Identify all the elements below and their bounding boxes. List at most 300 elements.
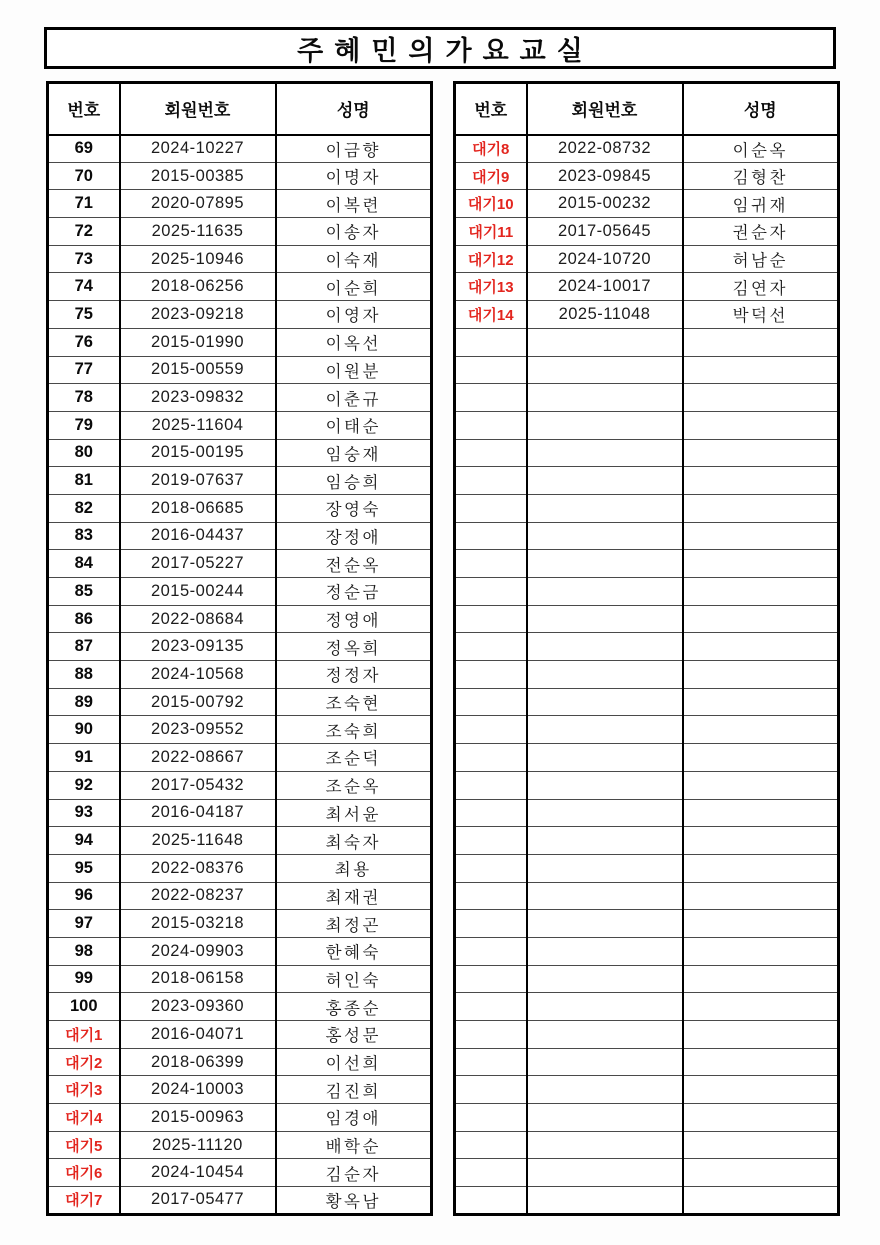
member-name-cell: 최정곤	[276, 910, 432, 938]
member-id-cell: 2017-05645	[527, 218, 683, 246]
empty-cell	[455, 384, 527, 412]
empty-cell	[683, 439, 839, 467]
empty-table-row	[455, 882, 839, 910]
member-name-cell: 김연자	[683, 273, 839, 301]
empty-cell	[455, 744, 527, 772]
table-row	[48, 605, 432, 633]
row-number-cell: 92	[48, 771, 120, 799]
empty-table-row	[455, 688, 839, 716]
row-number-cell: 86	[48, 605, 120, 633]
row-number-cell: 85	[48, 578, 120, 606]
empty-cell	[455, 1048, 527, 1076]
member-name-cell: 이숙재	[276, 245, 432, 273]
empty-table-row	[455, 937, 839, 965]
row-number-cell: 98	[48, 937, 120, 965]
member-name-cell: 최숙자	[276, 827, 432, 855]
member-id-cell: 2024-10568	[120, 661, 276, 689]
member-id-cell: 2023-09832	[120, 384, 276, 412]
empty-cell	[527, 827, 683, 855]
member-id-cell: 2015-00559	[120, 356, 276, 384]
empty-cell	[455, 1187, 527, 1215]
row-number-cell: 97	[48, 910, 120, 938]
member-name-cell: 김진희	[276, 1076, 432, 1104]
row-number-cell: 84	[48, 550, 120, 578]
empty-cell	[683, 1104, 839, 1132]
member-name-cell: 허인숙	[276, 965, 432, 993]
empty-table-row	[455, 1159, 839, 1187]
member-name-cell: 한혜숙	[276, 937, 432, 965]
empty-cell	[455, 1131, 527, 1159]
table-row	[48, 522, 432, 550]
header-row	[455, 83, 839, 135]
row-number-cell: 75	[48, 301, 120, 329]
row-number-cell: 95	[48, 854, 120, 882]
member-id-cell: 2024-09903	[120, 937, 276, 965]
empty-cell	[683, 1048, 839, 1076]
table-row	[455, 135, 839, 163]
column-header-member-id: 회원번호	[527, 83, 683, 135]
empty-cell	[683, 827, 839, 855]
member-name-cell: 이원분	[276, 356, 432, 384]
table-row	[455, 301, 839, 329]
table-row	[48, 273, 432, 301]
waiting-number-cell: 대기5	[48, 1131, 120, 1159]
table-row	[48, 827, 432, 855]
empty-cell	[455, 827, 527, 855]
empty-table-row	[455, 605, 839, 633]
member-id-cell: 2025-10946	[120, 245, 276, 273]
member-id-cell: 2018-06158	[120, 965, 276, 993]
member-name-cell: 황옥남	[276, 1187, 432, 1215]
row-number-cell: 82	[48, 494, 120, 522]
row-number-cell: 78	[48, 384, 120, 412]
table-row	[48, 1159, 432, 1187]
empty-table-row	[455, 1048, 839, 1076]
table-row	[48, 328, 432, 356]
row-number-cell: 90	[48, 716, 120, 744]
member-name-cell: 최재권	[276, 882, 432, 910]
empty-cell	[683, 688, 839, 716]
table-row	[48, 771, 432, 799]
column-header-name: 성명	[683, 83, 839, 135]
member-id-cell: 2025-11048	[527, 301, 683, 329]
empty-cell	[527, 550, 683, 578]
empty-cell	[683, 633, 839, 661]
empty-cell	[527, 716, 683, 744]
member-id-cell: 2015-00385	[120, 162, 276, 190]
title-box	[44, 27, 836, 69]
member-name-cell: 이춘규	[276, 384, 432, 412]
table-row	[48, 993, 432, 1021]
row-number-cell: 96	[48, 882, 120, 910]
empty-cell	[527, 328, 683, 356]
member-name-cell: 김순자	[276, 1159, 432, 1187]
empty-cell	[527, 411, 683, 439]
empty-cell	[455, 937, 527, 965]
empty-table-row	[455, 384, 839, 412]
member-name-cell: 이송자	[276, 218, 432, 246]
table-row	[48, 633, 432, 661]
empty-cell	[683, 661, 839, 689]
member-id-cell: 2022-08684	[120, 605, 276, 633]
empty-cell	[527, 661, 683, 689]
member-id-cell: 2017-05227	[120, 550, 276, 578]
empty-cell	[683, 494, 839, 522]
member-id-cell: 2025-11635	[120, 218, 276, 246]
empty-cell	[527, 882, 683, 910]
member-id-cell: 2022-08237	[120, 882, 276, 910]
member-name-cell: 조숙현	[276, 688, 432, 716]
member-name-cell: 김형찬	[683, 162, 839, 190]
empty-cell	[527, 771, 683, 799]
member-id-cell: 2024-10017	[527, 273, 683, 301]
member-id-cell: 2016-04187	[120, 799, 276, 827]
table-row	[48, 301, 432, 329]
member-name-cell: 조순덕	[276, 744, 432, 772]
member-id-cell: 2019-07637	[120, 467, 276, 495]
left-table-body	[48, 135, 432, 1215]
empty-table-row	[455, 494, 839, 522]
waiting-number-cell: 대기12	[455, 245, 527, 273]
table-row	[48, 716, 432, 744]
member-id-cell: 2023-09360	[120, 993, 276, 1021]
member-name-cell: 조숙희	[276, 716, 432, 744]
member-id-cell: 2018-06685	[120, 494, 276, 522]
waiting-number-cell: 대기9	[455, 162, 527, 190]
row-number-cell: 77	[48, 356, 120, 384]
empty-cell	[455, 467, 527, 495]
empty-cell	[683, 605, 839, 633]
member-id-cell: 2020-07895	[120, 190, 276, 218]
empty-table-row	[455, 827, 839, 855]
member-name-cell: 전순옥	[276, 550, 432, 578]
waiting-number-cell: 대기4	[48, 1104, 120, 1132]
column-header-no: 번호	[455, 83, 527, 135]
row-number-cell: 99	[48, 965, 120, 993]
empty-cell	[527, 688, 683, 716]
empty-cell	[455, 328, 527, 356]
member-id-cell: 2015-03218	[120, 910, 276, 938]
member-id-cell: 2023-09135	[120, 633, 276, 661]
empty-cell	[527, 1131, 683, 1159]
empty-cell	[683, 411, 839, 439]
row-number-cell: 89	[48, 688, 120, 716]
tables-container	[46, 81, 840, 1216]
empty-cell	[455, 494, 527, 522]
empty-cell	[527, 965, 683, 993]
table-row	[48, 439, 432, 467]
empty-cell	[455, 522, 527, 550]
member-name-cell: 최용	[276, 854, 432, 882]
row-number-cell: 83	[48, 522, 120, 550]
member-name-cell: 이순희	[276, 273, 432, 301]
empty-cell	[683, 910, 839, 938]
member-id-cell: 2024-10227	[120, 135, 276, 163]
member-name-cell: 이옥선	[276, 328, 432, 356]
empty-table-row	[455, 993, 839, 1021]
empty-cell	[527, 439, 683, 467]
empty-cell	[683, 328, 839, 356]
member-name-cell: 정순금	[276, 578, 432, 606]
empty-cell	[455, 356, 527, 384]
member-name-cell: 최서윤	[276, 799, 432, 827]
empty-cell	[527, 1187, 683, 1215]
empty-cell	[455, 633, 527, 661]
waiting-number-cell: 대기2	[48, 1048, 120, 1076]
empty-cell	[455, 688, 527, 716]
member-id-cell: 2017-05432	[120, 771, 276, 799]
member-id-cell: 2023-09845	[527, 162, 683, 190]
row-number-cell: 70	[48, 162, 120, 190]
waiting-number-cell: 대기1	[48, 1021, 120, 1049]
row-number-cell: 81	[48, 467, 120, 495]
empty-cell	[455, 1021, 527, 1049]
member-name-cell: 허남순	[683, 245, 839, 273]
empty-table-row	[455, 467, 839, 495]
row-number-cell: 80	[48, 439, 120, 467]
empty-cell	[455, 605, 527, 633]
waiting-number-cell: 대기14	[455, 301, 527, 329]
table-row	[48, 882, 432, 910]
row-number-cell: 69	[48, 135, 120, 163]
empty-table-row	[455, 854, 839, 882]
waiting-number-cell: 대기8	[455, 135, 527, 163]
table-row	[48, 1104, 432, 1132]
empty-cell	[455, 1159, 527, 1187]
empty-cell	[455, 578, 527, 606]
member-name-cell: 임귀재	[683, 190, 839, 218]
table-row	[455, 273, 839, 301]
member-name-cell: 홍종순	[276, 993, 432, 1021]
page-title: 주혜민의가요교실	[297, 35, 594, 66]
member-name-cell: 홍성문	[276, 1021, 432, 1049]
table-row	[48, 661, 432, 689]
table-row	[48, 467, 432, 495]
empty-cell	[683, 522, 839, 550]
table-row	[48, 411, 432, 439]
empty-cell	[527, 1048, 683, 1076]
empty-cell	[683, 854, 839, 882]
empty-cell	[683, 1076, 839, 1104]
empty-table-row	[455, 716, 839, 744]
member-id-cell: 2022-08667	[120, 744, 276, 772]
right-table-body	[455, 135, 839, 1215]
table-row	[48, 937, 432, 965]
table-row	[48, 854, 432, 882]
member-id-cell: 2016-04071	[120, 1021, 276, 1049]
empty-cell	[683, 1159, 839, 1187]
table-row	[48, 799, 432, 827]
empty-cell	[683, 1021, 839, 1049]
member-id-cell: 2025-11120	[120, 1131, 276, 1159]
member-id-cell: 2016-04437	[120, 522, 276, 550]
empty-table-row	[455, 1076, 839, 1104]
empty-cell	[455, 910, 527, 938]
waiting-number-cell: 대기7	[48, 1187, 120, 1215]
empty-table-row	[455, 1104, 839, 1132]
table-row	[48, 910, 432, 938]
table-row	[48, 1048, 432, 1076]
empty-cell	[683, 744, 839, 772]
empty-cell	[683, 799, 839, 827]
empty-cell	[683, 356, 839, 384]
empty-cell	[455, 716, 527, 744]
row-number-cell: 73	[48, 245, 120, 273]
member-name-cell: 이복련	[276, 190, 432, 218]
empty-table-row	[455, 522, 839, 550]
member-name-cell: 조순옥	[276, 771, 432, 799]
empty-cell	[683, 578, 839, 606]
empty-cell	[683, 467, 839, 495]
member-id-cell: 2015-00232	[527, 190, 683, 218]
empty-cell	[455, 661, 527, 689]
member-id-cell: 2015-00792	[120, 688, 276, 716]
empty-cell	[527, 854, 683, 882]
empty-cell	[527, 1159, 683, 1187]
member-id-cell: 2022-08732	[527, 135, 683, 163]
empty-cell	[683, 550, 839, 578]
member-id-cell: 2015-01990	[120, 328, 276, 356]
member-name-cell: 장정애	[276, 522, 432, 550]
row-number-cell: 72	[48, 218, 120, 246]
empty-cell	[683, 771, 839, 799]
empty-cell	[527, 799, 683, 827]
empty-cell	[683, 1187, 839, 1215]
empty-cell	[455, 1104, 527, 1132]
column-header-member-id: 회원번호	[120, 83, 276, 135]
member-id-cell: 2025-11648	[120, 827, 276, 855]
row-number-cell: 74	[48, 273, 120, 301]
member-id-cell: 2017-05477	[120, 1187, 276, 1215]
empty-cell	[527, 467, 683, 495]
waiting-number-cell: 대기6	[48, 1159, 120, 1187]
table-row	[48, 135, 432, 163]
table-row	[48, 1187, 432, 1215]
member-table-right	[453, 81, 840, 1216]
row-number-cell: 94	[48, 827, 120, 855]
row-number-cell: 91	[48, 744, 120, 772]
member-id-cell: 2023-09218	[120, 301, 276, 329]
member-id-cell: 2022-08376	[120, 854, 276, 882]
member-name-cell: 장영숙	[276, 494, 432, 522]
member-name-cell: 임숭재	[276, 439, 432, 467]
member-id-cell: 2024-10454	[120, 1159, 276, 1187]
empty-cell	[527, 1021, 683, 1049]
empty-cell	[527, 993, 683, 1021]
empty-cell	[455, 1076, 527, 1104]
row-number-cell: 79	[48, 411, 120, 439]
empty-cell	[455, 799, 527, 827]
table-row	[48, 384, 432, 412]
empty-cell	[527, 522, 683, 550]
empty-cell	[527, 356, 683, 384]
empty-table-row	[455, 965, 839, 993]
empty-table-row	[455, 356, 839, 384]
member-name-cell: 이금향	[276, 135, 432, 163]
table-row	[48, 688, 432, 716]
member-id-cell: 2018-06256	[120, 273, 276, 301]
table-row	[48, 1131, 432, 1159]
member-id-cell: 2024-10720	[527, 245, 683, 273]
table-row	[48, 356, 432, 384]
empty-cell	[527, 1076, 683, 1104]
empty-cell	[683, 716, 839, 744]
member-id-cell: 2023-09552	[120, 716, 276, 744]
row-number-cell: 71	[48, 190, 120, 218]
member-name-cell: 이선희	[276, 1048, 432, 1076]
empty-table-row	[455, 578, 839, 606]
member-name-cell: 이태순	[276, 411, 432, 439]
column-header-name: 성명	[276, 83, 432, 135]
table-row	[48, 162, 432, 190]
empty-table-row	[455, 550, 839, 578]
row-number-cell: 76	[48, 328, 120, 356]
member-table-left	[46, 81, 433, 1216]
empty-cell	[683, 384, 839, 412]
empty-table-row	[455, 1187, 839, 1215]
empty-table-row	[455, 411, 839, 439]
table-row	[455, 162, 839, 190]
table-row	[455, 245, 839, 273]
empty-cell	[455, 550, 527, 578]
empty-cell	[527, 937, 683, 965]
member-name-cell: 정영애	[276, 605, 432, 633]
empty-cell	[527, 910, 683, 938]
empty-cell	[527, 384, 683, 412]
table-row	[48, 550, 432, 578]
member-name-cell: 임승희	[276, 467, 432, 495]
member-id-cell: 2015-00963	[120, 1104, 276, 1132]
empty-table-row	[455, 771, 839, 799]
member-id-cell: 2025-11604	[120, 411, 276, 439]
member-id-cell: 2018-06399	[120, 1048, 276, 1076]
waiting-number-cell: 대기13	[455, 273, 527, 301]
row-number-cell: 88	[48, 661, 120, 689]
waiting-number-cell: 대기11	[455, 218, 527, 246]
empty-cell	[527, 744, 683, 772]
table-row	[48, 218, 432, 246]
header-row	[48, 83, 432, 135]
member-name-cell: 정옥희	[276, 633, 432, 661]
table-row	[48, 744, 432, 772]
empty-table-row	[455, 328, 839, 356]
empty-cell	[527, 578, 683, 606]
member-name-cell: 이명자	[276, 162, 432, 190]
empty-cell	[455, 771, 527, 799]
empty-cell	[683, 993, 839, 1021]
empty-cell	[455, 411, 527, 439]
empty-table-row	[455, 910, 839, 938]
member-id-cell: 2015-00244	[120, 578, 276, 606]
row-number-cell: 100	[48, 993, 120, 1021]
empty-cell	[527, 494, 683, 522]
table-row	[48, 494, 432, 522]
empty-table-row	[455, 1021, 839, 1049]
member-name-cell: 이영자	[276, 301, 432, 329]
table-row	[455, 218, 839, 246]
empty-cell	[455, 854, 527, 882]
table-row	[48, 965, 432, 993]
empty-cell	[455, 965, 527, 993]
empty-cell	[683, 937, 839, 965]
table-row	[48, 1021, 432, 1049]
member-name-cell: 이순옥	[683, 135, 839, 163]
empty-table-row	[455, 799, 839, 827]
waiting-number-cell: 대기10	[455, 190, 527, 218]
table-row	[48, 1076, 432, 1104]
empty-table-row	[455, 1131, 839, 1159]
table-row	[48, 578, 432, 606]
